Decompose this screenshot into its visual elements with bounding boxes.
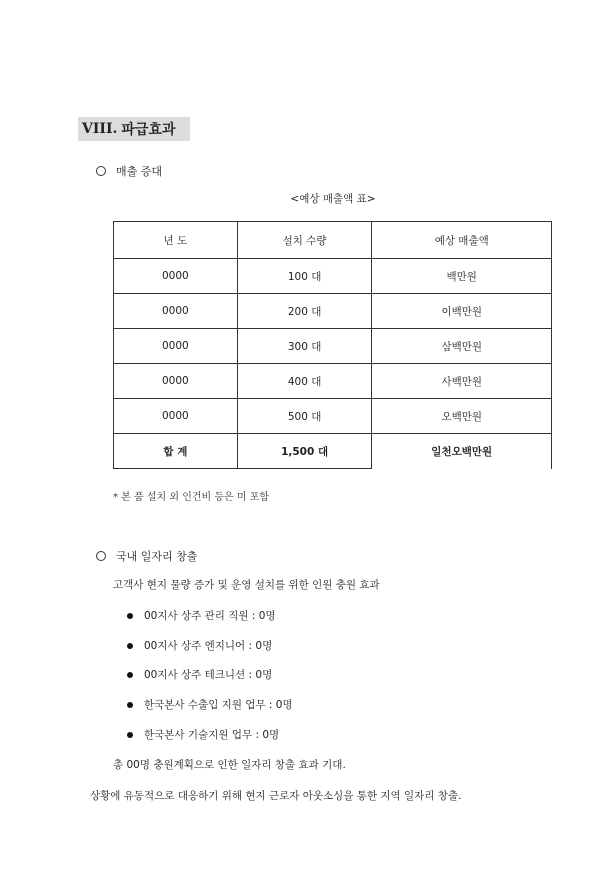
revenue-cell: 오백만원 — [372, 399, 552, 434]
jobs-intro: 고객사 현지 물량 증가 및 운영 설치를 위한 인원 충원 효과 — [113, 579, 380, 591]
bullet-icon — [127, 672, 133, 678]
quantity-cell: 500 대 — [237, 399, 372, 434]
table-row — [114, 329, 552, 364]
column-header: 예상 매출액 — [372, 222, 552, 259]
sales-heading-text: 매출 증대 — [116, 165, 163, 178]
quantity-cell: 300 대 — [237, 329, 372, 364]
bullet-icon — [127, 732, 133, 738]
column-header: 설치 수량 — [237, 222, 372, 259]
table-row — [114, 364, 552, 399]
year-cell: 0000 — [114, 399, 238, 434]
circle-bullet-icon — [96, 166, 106, 176]
year-cell: 0000 — [114, 259, 238, 294]
table-header-row — [114, 222, 552, 259]
year-cell: 0000 — [114, 329, 238, 364]
list-item — [127, 608, 276, 623]
revenue-cell: 삼백만원 — [372, 329, 552, 364]
list-item-text: 00지사 상주 관리 직원 : 0명 — [144, 610, 276, 622]
list-item-text: 00지사 상주 엔지니어 : 0명 — [144, 640, 273, 652]
table-row — [114, 294, 552, 329]
revenue-cell: 이백만원 — [372, 294, 552, 329]
year-cell: 0000 — [114, 364, 238, 399]
sales-table — [113, 221, 552, 469]
jobs-closing: 상황에 유동적으로 대응하기 위해 현지 근로자 아웃소싱을 통한 지역 일자리 창출. — [90, 790, 462, 802]
list-item-text: 00지사 상주 테크니션 : 0명 — [144, 669, 273, 681]
bullet-icon — [127, 613, 133, 619]
total-quantity-cell: 1,500 대 — [237, 434, 372, 469]
quantity-cell: 100 대 — [237, 259, 372, 294]
table-footnote: * 본 품 설치 외 인건비 등은 미 포함 — [113, 492, 270, 503]
column-header: 년 도 — [114, 222, 238, 259]
list-item — [127, 638, 272, 653]
bullet-icon — [127, 702, 133, 708]
revenue-cell: 사백만원 — [372, 364, 552, 399]
list-item — [127, 727, 279, 742]
quantity-cell: 400 대 — [237, 364, 372, 399]
list-item-text: 한국본사 수출입 지원 업무 : 0명 — [144, 699, 293, 711]
bullet-icon — [127, 643, 133, 649]
circle-bullet-icon — [96, 551, 106, 561]
revenue-cell: 백만원 — [372, 259, 552, 294]
jobs-heading — [96, 548, 197, 564]
total-row — [114, 434, 552, 469]
list-item-text: 한국본사 기술지원 업무 : 0명 — [144, 729, 280, 741]
section-number: VIII. — [82, 121, 118, 137]
table-row — [114, 399, 552, 434]
quantity-cell: 200 대 — [237, 294, 372, 329]
table-row — [114, 259, 552, 294]
total-label-cell: 합 계 — [114, 434, 238, 469]
list-item — [127, 667, 272, 682]
jobs-heading-text: 국내 일자리 창출 — [116, 550, 198, 563]
table-caption: <예상 매출액 표> — [290, 193, 376, 205]
list-item — [127, 697, 293, 712]
year-cell: 0000 — [114, 294, 238, 329]
jobs-summary: 총 00명 충원계획으로 인한 일자리 창출 효과 기대. — [113, 759, 346, 771]
sales-heading — [96, 163, 162, 179]
section-title — [78, 117, 190, 141]
total-revenue-cell: 일천오백만원 — [372, 434, 552, 469]
section-heading: 파급효과 — [121, 122, 176, 138]
